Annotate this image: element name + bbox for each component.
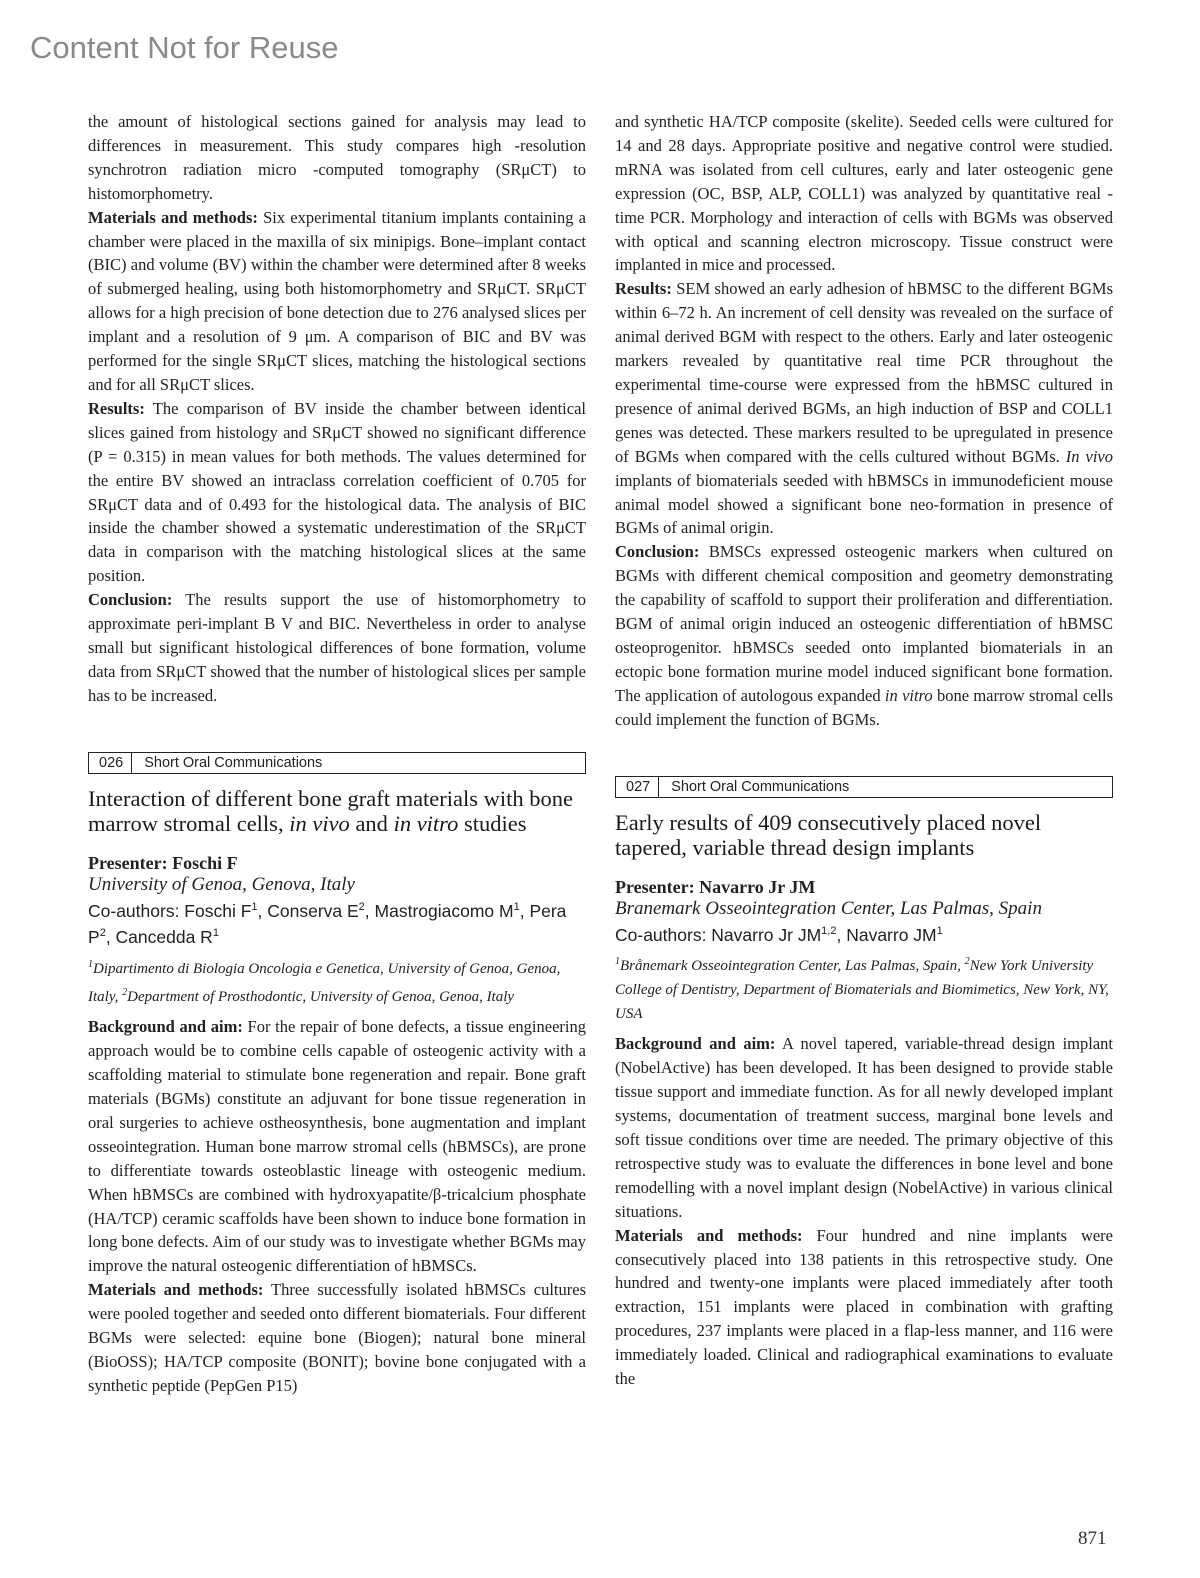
- coauthor-text: Co-authors: Navarro Jr JM: [615, 924, 822, 945]
- paragraph: [88, 110, 586, 206]
- superscript: 1: [251, 900, 258, 913]
- section-label: Background and aim:: [88, 1017, 243, 1037]
- coauthor-text: , Cancedda R: [105, 927, 213, 948]
- paragraph: [615, 1032, 1113, 1223]
- section-label: Materials and methods:: [88, 1280, 264, 1300]
- watermark: Content Not for Reuse: [30, 30, 339, 65]
- paragraph: [615, 540, 1113, 731]
- paragraph: [88, 206, 586, 397]
- section-label: Materials and methods:: [88, 207, 258, 227]
- section-label: Background and aim:: [615, 1034, 776, 1054]
- superscript: 1: [88, 959, 93, 971]
- abstract-header-box: [615, 776, 1113, 798]
- section-label: Results:: [88, 398, 145, 418]
- paragraph-text: For the repair of bone defects, a tissue engineering approach would be to combine cells capable of osteogenic activity with a scaffolding material to stimulate bone regeneration and repair. Bone graft materials (BGMs) constitute an adjuvant for bone tissue regeneration in oral surgeries to achieve ostheosynthesis, bone augmentation and implant osseointegration. Human bone marrow stromal cells (hBMSCs), are prone to differentiate towards osteoblastic lineage with osteogenic medium. When hBMSCs are combined with hydroxyapatite/β-tricalcium phosphate (HA/TCP) ceramic scaffolds have been shown to induce bone formation in long bone defects. Aim of our study was to investigate whether BGMs may improve the natural osteogenic differentiation of hBMSCs.: [88, 1017, 586, 1276]
- spacer: [88, 708, 586, 752]
- presenter: Presenter: Navarro Jr JM: [615, 876, 816, 897]
- superscript: 1: [513, 900, 520, 913]
- italic-text: In vivo: [1065, 446, 1113, 466]
- title-italic: in vitro: [393, 810, 459, 836]
- title-text: studies: [458, 810, 527, 836]
- superscript: 2: [99, 927, 106, 940]
- coauthor-text: , Conserva E: [257, 900, 359, 921]
- paragraph-text: Four hundred and nine implants were consecutively placed into 138 patients in this retrospective study. One hundred and twenty-one implants were placed immediately after tooth extraction, 151 implants were placed in combination with grafting procedures, 237 implants were placed in a flap-less manner, and 116 were immediately loaded. Clinical and radiographical examinations to evaluate the: [615, 1225, 1113, 1389]
- affiliation-note: Dipartimento di Biologia Oncologia e Genetica, University of Genoa, Genoa, Italy,: [88, 961, 561, 1006]
- presenter: Presenter: Foschi F: [88, 852, 238, 873]
- superscript: 1: [212, 927, 219, 940]
- paragraph: [615, 110, 1113, 277]
- affiliation-notes: [615, 950, 1113, 1026]
- page-number: 871: [1078, 1528, 1107, 1549]
- title-text: and: [349, 810, 394, 836]
- paragraph-text: and synthetic HA/TCP composite (skelite). Seeded cells were cultured for 14 and 28 days. Appropriate positive and negative control were studied. mRNA was isolated from cell cultures, early and later osteogenic gene expression (OC, BSP, ALP, COLL1) was analyzed by quantitative real -time PCR. Morphology and interaction of cells with BGMs was observed with optical and scanning electron microscopy. Tissue construct were implanted in mice and processed.: [615, 112, 1113, 275]
- superscript: 2: [964, 956, 970, 968]
- paragraph: [88, 1015, 586, 1278]
- superscript: 1: [936, 924, 943, 937]
- coauthor-text: , Mastrogiacomo M: [364, 900, 514, 921]
- title-italic: in vivo: [289, 810, 350, 836]
- coauthor-text: Co-authors: Foschi F: [88, 900, 252, 921]
- paragraph: [88, 588, 586, 708]
- coauthors: [615, 920, 1113, 947]
- abstract-kind: Short Oral Communications: [144, 754, 323, 771]
- abstract-title: Early results of 409 consecutively placed novel tapered, variable thread design implants: [615, 809, 1042, 860]
- paragraph-text: The results support the use of histomorphometry to approximate peri-implant B V and BIC. Nevertheless in order to analyse small but significant histological differences of bone formation, volume data from SRμCT showed that the number of histological slices per sample has to be increased.: [88, 590, 586, 705]
- abstract-header-box: [88, 752, 586, 774]
- paragraph-text: the amount of histological sections gained for analysis may lead to differences in measurement. This study compares high -resolution synchrotron radiation micro -computed tomography (SRμCT) to histomorphometry.: [88, 112, 586, 203]
- paragraph-text: The comparison of BV inside the chamber between identical slices gained from histology and SRμCT showed no significant difference (P = 0.315) in mean values for both methods. The values determined for the entire BV showed an intraclass correlation coefficient of 0.705 for SRμCT data and of 0.493 for the histological data. The analysis of BIC inside the chamber showed a systematic underestimation of the SRμCT data in comparison with the matching histological slices at the same position.: [88, 398, 586, 586]
- superscript: 1,2: [821, 924, 837, 937]
- affiliation-note: Department of Prosthodontic, University of Genoa, Genoa, Italy: [127, 989, 515, 1006]
- paragraph-text: BMSCs expressed osteogenic markers when cultured on BGMs with different chemical composition and geometry demonstrating the capability of scaffold to support their proliferation and differentiation. BGM of animal origin induced an osteogenic differentiation of hBMSC osteoprogenitor. hBMSCs seeded onto implanted biomaterials in an ectopic bone formation murine model induced significant bone formation. The application of autologous expanded: [615, 542, 1113, 705]
- superscript: 2: [122, 987, 128, 999]
- superscript: 2: [358, 900, 365, 913]
- paragraph-text: bone marrow stromal cells could implement the function of BGMs.: [615, 685, 1113, 729]
- spacer: [615, 732, 1113, 776]
- section-label: Conclusion:: [615, 542, 700, 562]
- affiliation-note: New York University College of Dentistry, Department of Biomaterials and Biomimetics, New York, NY, USA: [615, 958, 1109, 1023]
- paragraph-text: SEM showed an early adhesion of hBMSC to the different BGMs within 6–72 h. An increment of cell density was revealed on the surface of animal derived BGM with respect to the others. Early and later osteogenic markers revealed by quantitative real time PCR throughout the experimental time-course were expressed from the hBMSC cultured in presence of animal derived BGMs, an high induction of BSP and COLL1 genes was detected. These markers resulted to be upregulated in presence of BGMs when compared with the cells cultured without BGMs.: [615, 279, 1113, 466]
- paragraph: [615, 1224, 1113, 1391]
- paragraph: [88, 397, 586, 588]
- left-column: [88, 110, 586, 1398]
- affiliation-notes: [88, 953, 586, 1009]
- paragraph-text: Three successfully isolated hBMSCs cultures were pooled together and seeded onto different biomaterials. Four different BGMs were selected: equine bone (Biogen); natural bone mineral (BioOSS); HA/TCP composite (BONIT); bovine bone conjugated with a synthetic peptide (PepGen P15): [88, 1280, 586, 1395]
- coauthor-text: , Navarro JM: [836, 924, 937, 945]
- title-text: Interaction of different bone graft materials with bone marrow stromal cells,: [88, 785, 574, 836]
- abstract-kind: Short Oral Communications: [671, 778, 850, 795]
- affiliation-note: Brånemark Osseointegration Center, Las Palmas, Spain,: [620, 958, 965, 975]
- right-column: [615, 110, 1113, 1391]
- affiliation: University of Genoa, Genova, Italy: [88, 873, 355, 895]
- section-label: Conclusion:: [88, 590, 173, 610]
- paragraph-text: A novel tapered, variable-thread design implant (NobelActive) has been developed. It has been designed to provide stable tissue support and immediate function. As for all newly developed implant systems, documentation of treatment success, marginal bone levels and soft tissue conditions over time are needed. The primary objective of this retrospective study was to evaluate the differences in bone level and bone remodelling with a novel implant design (NobelActive) in various clinical situations.: [615, 1034, 1113, 1221]
- coauthor-text: , Pera P: [88, 900, 567, 948]
- section-label: Results:: [615, 279, 672, 299]
- coauthors: [88, 896, 586, 950]
- italic-text: in vitro: [884, 685, 933, 705]
- section-label: Materials and methods:: [615, 1225, 803, 1245]
- abstract-title: [88, 786, 586, 836]
- abstract-number: 026: [89, 753, 132, 773]
- superscript: 1: [615, 956, 620, 968]
- abstract-number: 027: [616, 777, 659, 797]
- paragraph: [615, 277, 1113, 540]
- paragraph-text: implants of biomaterials seeded with hBMSCs in immunodeficient mouse animal model showed a significant bone neo-formation in presence of BGMs of animal origin.: [615, 470, 1113, 538]
- paragraph: [88, 1278, 586, 1398]
- paragraph-text: Six experimental titanium implants containing a chamber were placed in the maxilla of six minipigs. Bone–implant contact (BIC) and volume (BV) within the chamber were determined after 8 weeks of submerged healing, using both histomorphometry and SRμCT. SRμCT allows for a high precision of bone detection due to 276 analysed slices per implant and a resolution of 9 μm. A comparison of BIC and BV was performed for the single SRμCT slices, matching the histological sections and for all SRμCT slices.: [88, 207, 586, 394]
- affiliation: Branemark Osseointegration Center, Las Palmas, Spain: [615, 897, 1042, 919]
